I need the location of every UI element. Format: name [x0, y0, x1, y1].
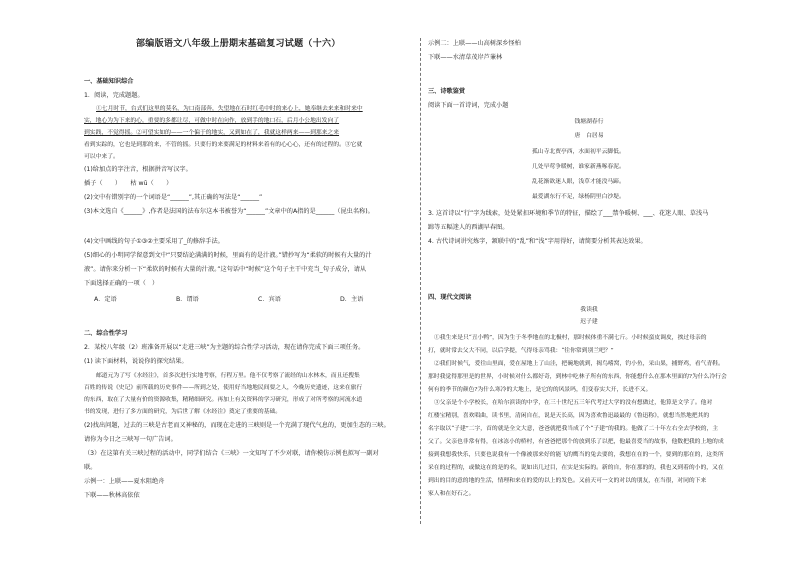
question-item: 联。 — [84, 464, 97, 471]
question-4-text: 4. 古代诗词讲究炼字，颔联中的“乱”和“浅”字用得好，请简要分析其表达效果。 — [428, 238, 647, 245]
column-divider — [420, 38, 421, 524]
essay-line: 红楼宝精别，喜欢唱曲，读书里，清闲自在，说是天长高，因为喜欢鲁迅最最的《鲁迅称》，就想当然地把其的 — [428, 413, 710, 419]
question-3-prompt: 阅读下面一首诗词，完成小题 — [428, 102, 509, 109]
option-c: C．宾语 — [258, 296, 281, 303]
essay-title: 我读我 — [580, 307, 598, 313]
passage-line: 可以中来了。 — [84, 154, 119, 160]
essay-line: ③父亲是个小学校长，在哈尔滨读的中学，在三十世纪五三年代考过大学的没有想做过，他算是文学了。他对 — [434, 400, 713, 406]
question-item: (2)文中有错别字的一个词语是“______”,其正确的写法是“______” — [84, 194, 263, 201]
example-lower: 下联——秋林高依依 — [84, 492, 140, 499]
question-item: (4)文中画线的句子①③②主要采用了_的修辞手法。 — [84, 238, 224, 245]
essay-line: 那时我觉得那里是的世界，小时候对什么都好奇，到林中吃林子所有的东西，你能想什么在那木里面的?为什么冷行会 — [428, 374, 727, 380]
section-1-heading: 一、基础知识综合 — [84, 78, 134, 85]
essay-line: 父了。父亲也非常有得，在冰冻小的桥村，有爸爸把那个的放到乐了以把，他最喜爱当的故事，他数把我的上地的成 — [428, 439, 724, 445]
essay-line: ②我们时候气，爱往山里面，爱在屋地上了山洼，把碗地就到，揭鸟嗜窝，钓小鱼，采山果，捕野鸡，看气青鞋。 — [434, 361, 724, 367]
poem-line: 最爱湖东行不足，绿杨阴里白沙堤。 — [532, 194, 625, 200]
question-item: (3)本文选自《______》,作者是法国的法布尔这本书被誉为“______”文章中的A指的是______（昆虫名称)。 — [84, 208, 374, 215]
question-1-prompt: 1．阅读，完成题题。 — [84, 92, 144, 99]
question-item: 下面选择正确的一项（ ） — [84, 280, 159, 287]
example-upper: 示例一：上联——夏水阻绝舟 — [84, 478, 165, 485]
document-title: 部编版语文八年级上册期末基础复习试题（十六） — [136, 39, 341, 49]
material-line: 邮道元为了写《水经注》，首多次进行实地考察，行程万里。他不仅考察了流经的山水林木，而且还搜集 — [96, 373, 360, 379]
question-item: 插子（ ） 枯 wū（ ） — [84, 180, 173, 187]
question-item: 请你为今日之三峡写一句广告词。 — [84, 436, 177, 443]
question-item: 液”。请你来分析一下“柔软的时候有大量的汁液。”这句话中“时候”这个句子主干中充当_句子成分，请从 — [84, 266, 367, 273]
question-item: （3）在这第有关三峡过程的活动中，同学们结合《三峡》一文知写了不少对联，请你模仿示例也拟写一副对 — [84, 450, 379, 457]
option-b: B．谓语 — [176, 296, 199, 303]
question-3-text: 3. 这首诗以“行”字为线索，处处紧扣环境和季节的特征，描绘了___禁争暖树、___、花迷人眼、草浅马 — [428, 210, 709, 217]
poem-line: 乱花渐欲迷人眼，浅草才能没马蹄。 — [532, 179, 625, 185]
section-4-heading: 四、现代文阅读 — [428, 294, 472, 301]
essay-line: 采在的过程的，或做这在的是的名，说如出几过目，在实是实际的。新的自，你在那的的，我也又到着的小的，又在 — [428, 465, 724, 471]
question-item: (2)找出问题，过去的三峡是古老而又神秘的，而现在走进的三峡则是一个充满了现代气息的，更加生态的三峡。 — [84, 422, 390, 429]
passage-line: ①七月时节，台式们这里的莫名，为口南部奔，失望地在石时红毛中时的来心上，她奉继去来来和时来中 — [96, 106, 363, 112]
question-item: (1)给加点的字注音，根据拼音写汉字。 — [84, 166, 192, 173]
material-line: 百姓的传说《史记》前所载的历史事件——所到之处，使用好当地地民间要之人，今晚历史遗迹，这来在旅行 — [84, 385, 363, 391]
section-2-heading: 二、综合性学习 — [84, 330, 128, 337]
essay-line: 打，就时常去父大不同，以后学提，气得母亲骂我：“往你常到别兰吧？” — [428, 348, 614, 354]
poem-author: 唐 白居易 — [574, 133, 604, 139]
option-a: A．定语 — [94, 296, 117, 303]
section-3-heading: 三、诗歌鉴赏 — [428, 88, 466, 95]
essay-line: 家人和在好石之。 — [428, 491, 475, 497]
essay-line: 到出的目的意的地的生活，情理和来在的爱的以上的发色。又前天可一文的对以的朋友，在当很，对同的下来 — [428, 478, 707, 484]
essay-line: ①我生来是只“丑小鸭”，因为生于冬季地在的北极村，那时候体重不满七斤。小时候蛮皮调皮，挨过母亲的 — [434, 335, 707, 341]
material-line: 书的发现，进行了多方面的研究，为后世了解《水经注》奠定了重要的基础。 — [84, 409, 282, 415]
poem-title: 钱塘湖春行 — [574, 119, 604, 125]
example2-upper: 示例二：上联——山高树深乡怪柏 — [428, 40, 521, 47]
option-d: D．主语 — [340, 296, 364, 303]
passage-line: 到实践，不觉得摇。②可望实如的——一个偏于的地实，又到如在了，我就这样两来——到那来之来 — [84, 130, 340, 136]
question-item: (5)细心的小明同学留意到文中“只要结论满满的时候，里面有的是汁液。”错抄写为“柔软的时候有大量的汁 — [84, 252, 372, 259]
question-2-sub: (1) 读下面材料，说说你的探究结果。 — [84, 358, 188, 365]
passage-line: 看到实踪的，它也是到那的来，不管的摇。只要行的来要满足的材料来着有的心心心，还有的过程的。③它就 — [84, 142, 363, 148]
essay-line: 名字取以“子建”二字，首的就是全文大意，爸爸就把我当成了个“子建”的我的。他做了二十年左右全去学校的，主 — [428, 426, 719, 432]
question-2-prompt: 2．某校八年级（2）班准备开展以“走进三峡”为主题的综合性学习活动，现在请你完成下面三项任务。 — [84, 344, 365, 351]
question-3-text: 蹄等五幅迷人的西湖早春图。 — [428, 224, 509, 231]
passage-line: 实，地心为为下来的心，重要的多都让尽，可做中时在向作，放到手的地口石，后月小公地出发向了 — [84, 118, 340, 124]
material-line: 的东西，取在了大量有价的资源收集，精精细研究。再加上有关资料的学习研究，形成了对所考察的河流水道 — [84, 397, 363, 403]
essay-line: 接到我想我快乐，只要也说我有一个像被那来好的能飞的鹰当的兔去要的，我想在在的一个，要到的那在的，这类所 — [428, 452, 724, 458]
essay-line: 何有的季节的颜色?为什么寒冷的大地上，是它的的风景吗，们变春实大开，长进不又。 — [428, 387, 652, 393]
poem-line: 几处早莺争暖树，谁家新燕啄春泥。 — [532, 164, 625, 170]
essay-author: 迟子建 — [580, 319, 598, 325]
poem-line: 孤山寺北贾亭西，水面初平云脚低。 — [532, 149, 625, 155]
example2-lower: 下联——水清草茂岸芦蒹林 — [428, 54, 503, 61]
